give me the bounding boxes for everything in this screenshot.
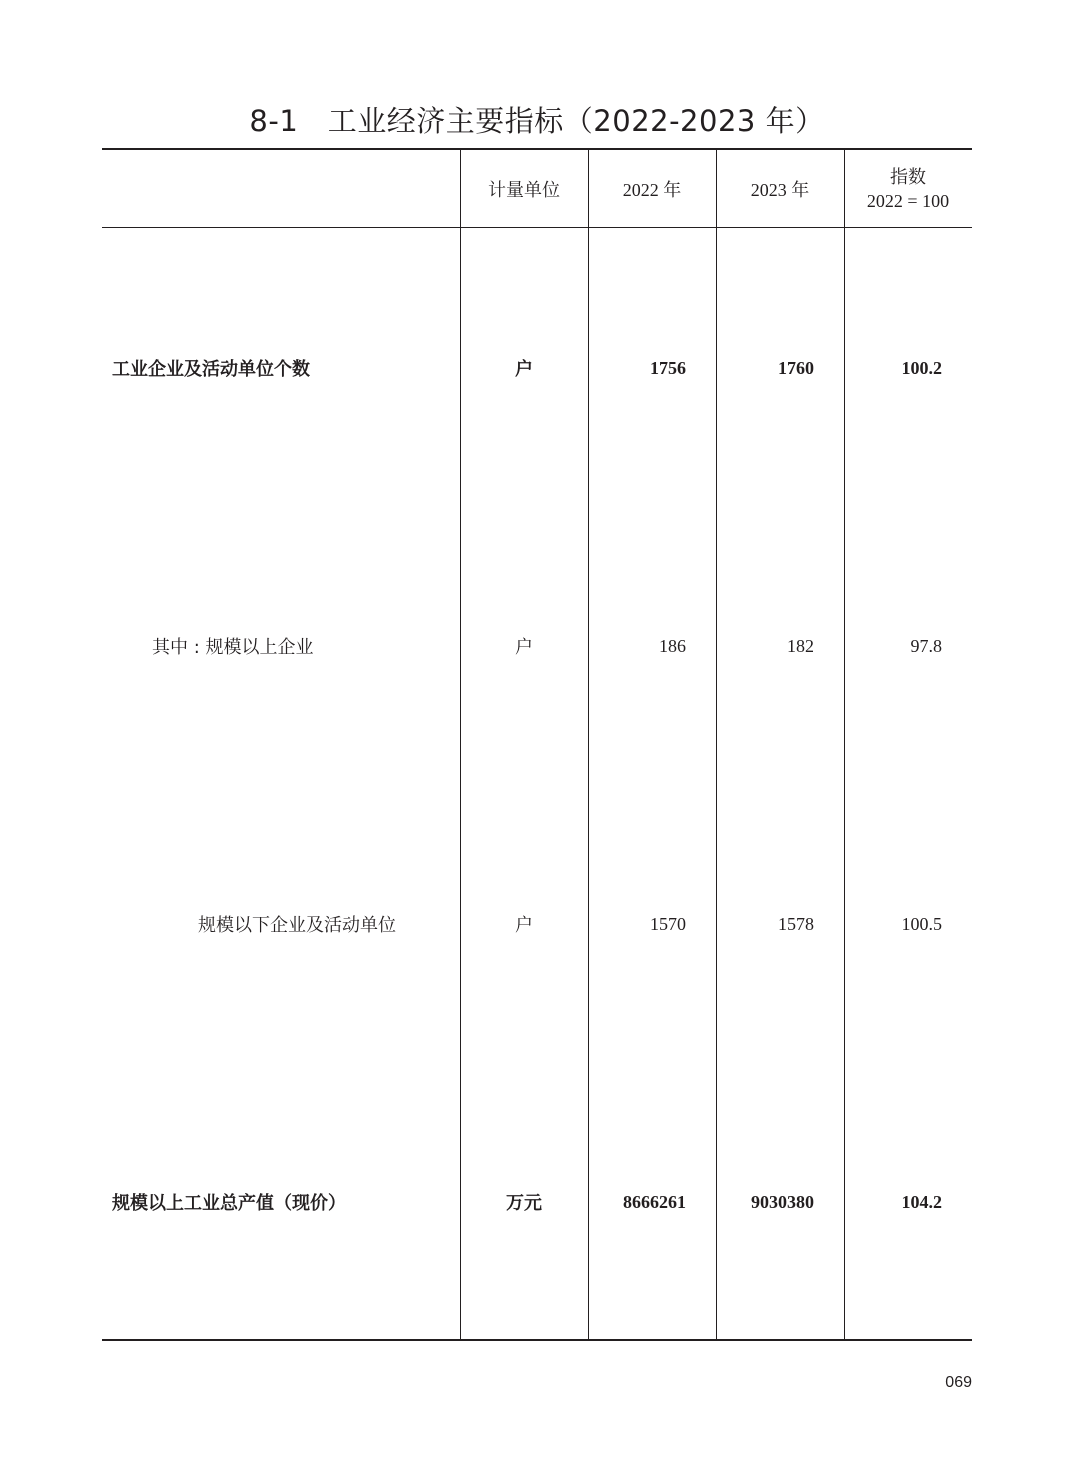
row-value-2023: 1760 (778, 357, 814, 378)
row-unit: 户 (515, 637, 533, 658)
row-value-2022: 1570 (650, 913, 686, 934)
row-value-2022: 8666261 (623, 1191, 686, 1212)
header-2022: 2022 年 (622, 179, 682, 200)
column-divider (460, 150, 461, 1339)
header-indicator (102, 150, 460, 227)
row-value-2023: 9030380 (751, 1191, 814, 1212)
page-number: 069 (945, 1374, 972, 1391)
header-2023: 2023 年 (750, 179, 810, 200)
column-divider (588, 150, 589, 1339)
row-index: 104.2 (901, 1191, 942, 1212)
row-name: 工业企业及活动单位个数 (112, 359, 310, 380)
row-value-2023: 182 (787, 635, 814, 656)
row-unit: 户 (515, 359, 533, 380)
row-name: 其中 : 规模以上企业 (152, 637, 314, 658)
row-index: 100.2 (901, 357, 942, 378)
row-name: 规模以上工业总产值（现价） (112, 1193, 346, 1214)
row-value-2022: 1756 (650, 357, 686, 378)
row-index: 97.8 (910, 635, 942, 656)
row-unit: 户 (515, 915, 533, 936)
header-index-label: 指数 (890, 166, 926, 187)
indicator-table (102, 148, 972, 1341)
header-unit: 计量单位 (488, 179, 560, 201)
column-divider (716, 150, 717, 1339)
page-title: 8-1 工业经济主要指标（2022-2023 年） (249, 103, 825, 138)
row-unit: 万元 (506, 1193, 542, 1214)
row-value-2023: 1578 (778, 913, 814, 934)
header-divider (102, 227, 972, 228)
row-name: 规模以下企业及活动单位 (198, 915, 396, 936)
column-divider (844, 150, 845, 1339)
header-index-base: 2022 = 100 (866, 190, 950, 211)
row-value-2022: 186 (659, 635, 686, 656)
header-index (844, 150, 972, 227)
row-index: 100.5 (901, 913, 942, 934)
